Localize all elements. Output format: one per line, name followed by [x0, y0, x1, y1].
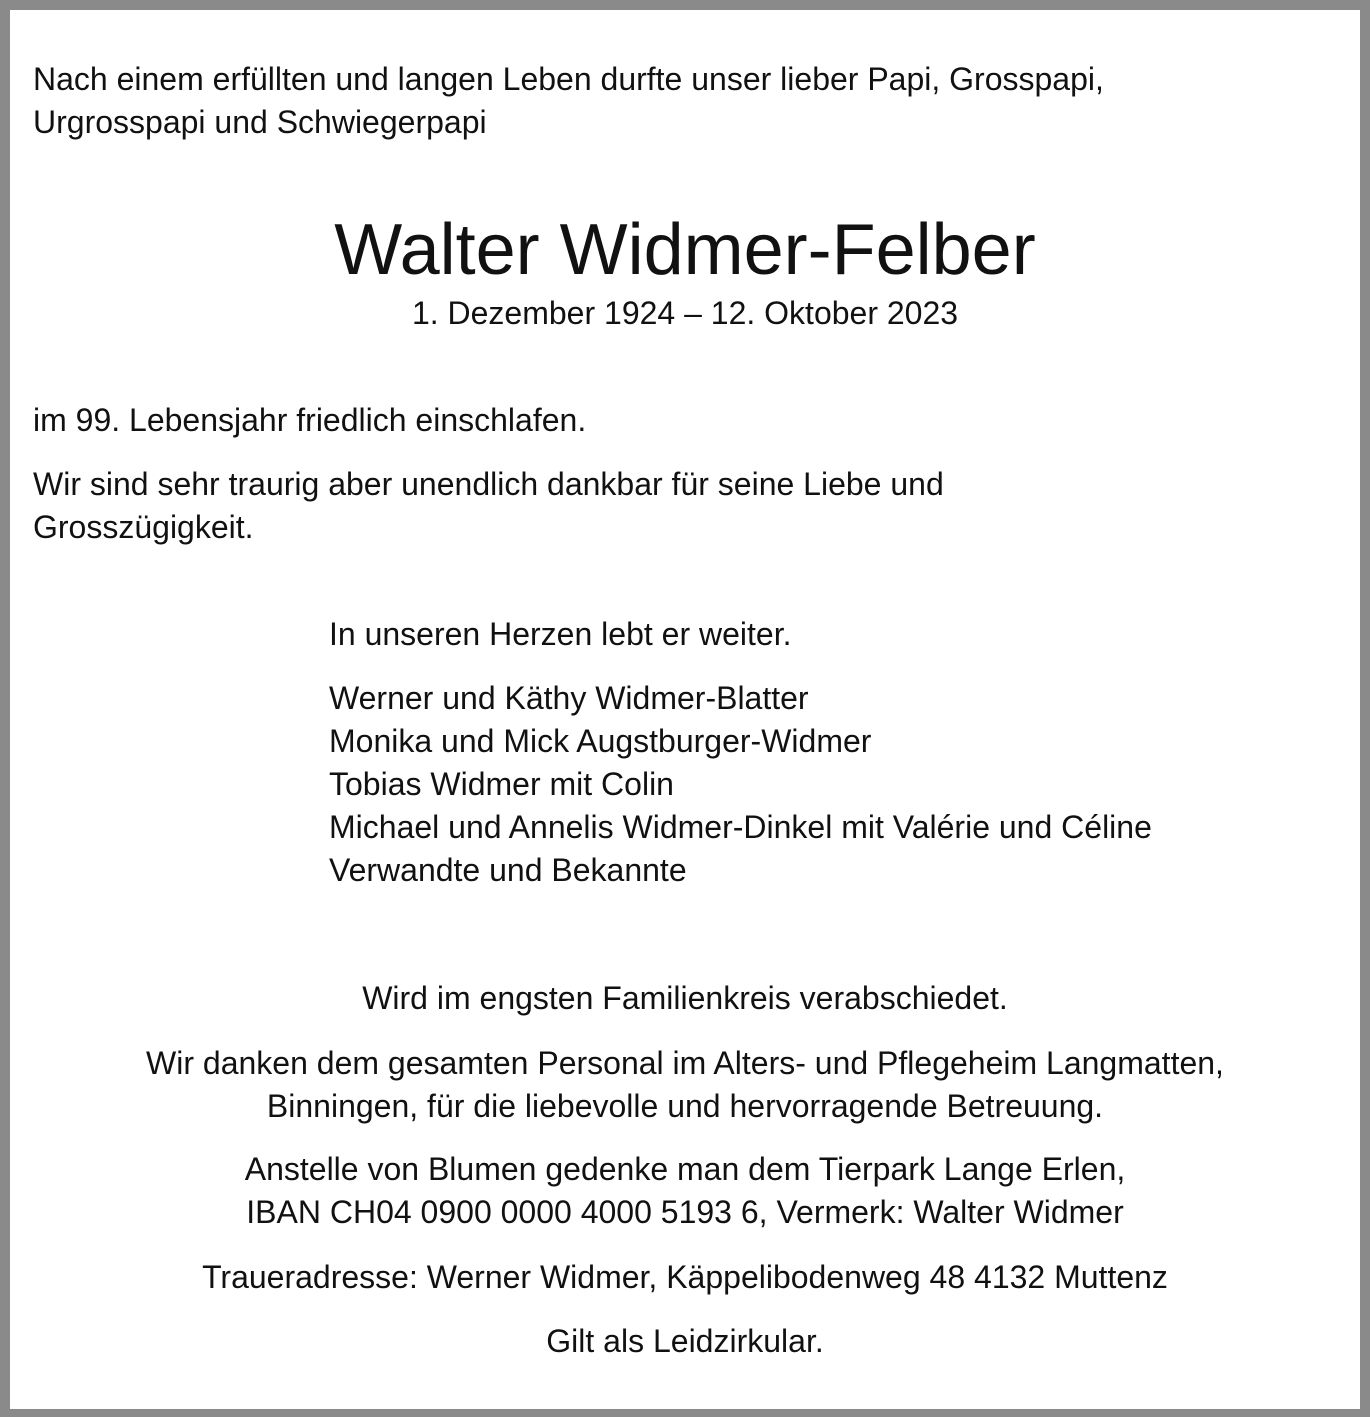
- deceased-name: Walter Widmer-Felber: [334, 210, 1036, 290]
- mourner-item: Verwandte und Bekannte: [329, 852, 687, 888]
- mourning-address: Traueradresse: Werner Widmer, Käppelibodenweg 48 4132 Muttenz: [202, 1259, 1168, 1295]
- mourners-list: [329, 677, 1152, 892]
- mourner-item: Monika und Mick Augstburger-Widmer: [329, 723, 872, 759]
- donation-text: [0, 1148, 1370, 1234]
- gratitude-line-2: Grosszügigkeit.: [33, 509, 254, 545]
- passing-text: im 99. Lebensjahr friedlich einschlafen.: [33, 402, 587, 438]
- donation-line-2: IBAN CH04 0900 0000 4000 5193 6, Vermerk: Walter Widmer: [246, 1194, 1124, 1230]
- intro-text: [33, 58, 1104, 144]
- thanks-line-1: Wir danken dem gesamten Personal im Alters- und Pflegeheim Langmatten,: [146, 1045, 1224, 1081]
- farewell-text: Wird im engsten Familienkreis verabschiedet.: [362, 980, 1008, 1016]
- gratitude-text: [33, 463, 944, 549]
- intro-line-2: Urgrosspapi und Schwiegerpapi: [33, 104, 487, 140]
- donation-line-1: Anstelle von Blumen gedenke man dem Tierpark Lange Erlen,: [244, 1151, 1126, 1187]
- mourner-item: Werner und Käthy Widmer-Blatter: [329, 680, 809, 716]
- mourner-item: Tobias Widmer mit Colin: [329, 766, 674, 802]
- circular-note: Gilt als Leidzirkular.: [546, 1323, 824, 1359]
- gratitude-line-1: Wir sind sehr traurig aber unendlich dankbar für seine Liebe und: [33, 466, 944, 502]
- thanks-text: [0, 1042, 1370, 1128]
- intro-line-1: Nach einem erfüllten und langen Leben durfte unser lieber Papi, Grosspapi,: [33, 61, 1104, 97]
- motto-text: In unseren Herzen lebt er weiter.: [329, 616, 792, 652]
- mourner-item: Michael und Annelis Widmer-Dinkel mit Valérie und Céline: [329, 809, 1152, 845]
- life-dates: 1. Dezember 1924 – 12. Oktober 2023: [411, 295, 959, 331]
- thanks-line-2: Binningen, für die liebevolle und hervorragende Betreuung.: [266, 1088, 1104, 1124]
